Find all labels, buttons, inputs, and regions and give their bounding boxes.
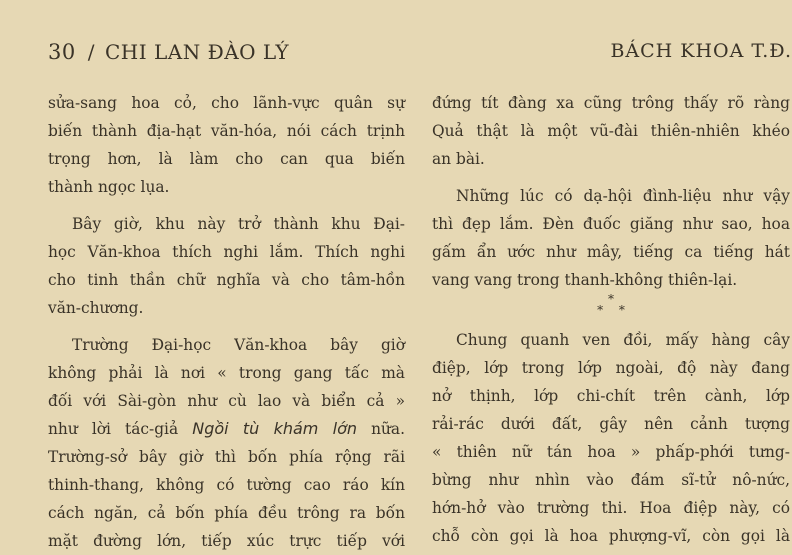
paragraph-gap (432, 173, 790, 182)
paragraph-left-1 (48, 89, 405, 201)
text-line: thành ngọc lụa. (48, 178, 170, 196)
paragraph-right-3 (432, 326, 790, 550)
paragraph-gap (48, 322, 405, 331)
page-header (48, 40, 792, 70)
article-title: CHI LAN ĐÀO LÝ (104, 40, 290, 64)
text-line: gấm ẩn ước như mây, tiếng ca tiếng hát (432, 243, 790, 261)
section-break-ornament (432, 294, 790, 320)
text-line: Trường Đại-học Văn-khoa bây giờ (72, 336, 405, 354)
left-column (48, 89, 405, 555)
text-segment: nữa. (357, 420, 405, 438)
text-line: hớn-hở vào trường thi. Hoa điệp này, có (432, 499, 790, 517)
text-line: sửa-sang hoa cỏ, cho lãnh-vực quân sự (48, 94, 405, 112)
text-segment: như lời tác-giả (48, 420, 193, 438)
text-line: không phải là nơi « trong gang tấc mà (48, 364, 405, 382)
text-line: đối với Sài-gòn như cù lao và biển cả » (48, 392, 405, 410)
text-line: bừng như nhìn vào đám sĩ-tử nô-nức, (432, 471, 790, 489)
text-line: văn-chương. (48, 299, 144, 317)
text-line: Quả thật là một vũ-đài thiên-nhiên khéo (432, 122, 790, 140)
text-line: Chung quanh ven đồi, mấy hàng cây (456, 331, 790, 349)
publication-name: BÁCH KHOA T.Đ. (610, 40, 792, 62)
text-line: Bây giờ, khu này trở thành khu Đại- (72, 215, 405, 233)
text-line: an bài. (432, 150, 485, 168)
text-line: trọng hơn, là làm cho can qua biến (48, 150, 405, 168)
text-line: nở thịnh, lớp chi-chít trên cành, lớp (432, 387, 790, 405)
text-line: Trường-sở bây giờ thì bốn phía rộng rãi (48, 448, 405, 466)
page-number: 30 (48, 40, 76, 64)
text-line: chỗ còn gọi là hoa phượng-vĩ, còn gọi là (432, 527, 790, 545)
header-separator: / (87, 40, 95, 64)
paragraph-left-2 (48, 210, 405, 322)
text-line: cho tinh thần chữ nghĩa và cho tâm-hồn (48, 271, 405, 289)
book-title: Ngồi tù khám lớn (192, 419, 358, 438)
text-line: thì đẹp lắm. Đèn đuốc giăng như sao, hoa (432, 215, 790, 233)
paragraph-gap (48, 201, 405, 210)
text-line: thinh-thang, không có tường cao ráo kín (48, 476, 405, 494)
paragraph-right-2 (432, 182, 790, 294)
paragraph-right-1 (432, 89, 790, 173)
text-line: biến thành địa-hạt văn-hóa, nói cách trịnh (48, 122, 405, 140)
header-left (48, 40, 289, 64)
text-line: « thiên nữ tán hoa » phấp-phới tưng- (432, 443, 790, 461)
text-line: rải-rác dưới đất, gây nên cảnh tượng (432, 415, 790, 433)
asterisk-bottom: * * (597, 303, 631, 317)
text-line: vang vang trong thanh-không thiên-lại. (432, 271, 738, 289)
paragraph-left-3 (48, 331, 405, 555)
right-column (432, 89, 790, 550)
text-line: mặt đường lớn, tiếp xúc trực tiếp với (48, 532, 405, 550)
asterisk-top: * (608, 292, 614, 306)
text-line-with-book-title (48, 415, 405, 443)
text-line: đứng tít đàng xa cũng trông thấy rõ ràng (432, 94, 790, 112)
text-line: Những lúc có dạ-hội đình-liệu như vậy (456, 187, 790, 205)
text-line: điệp, lớp trong lớp ngoài, độ này đang (432, 359, 790, 377)
text-line: học Văn-khoa thích nghi lắm. Thích nghi (48, 243, 405, 261)
text-line: cách ngăn, cả bốn phía đều trông ra bốn (48, 504, 405, 522)
